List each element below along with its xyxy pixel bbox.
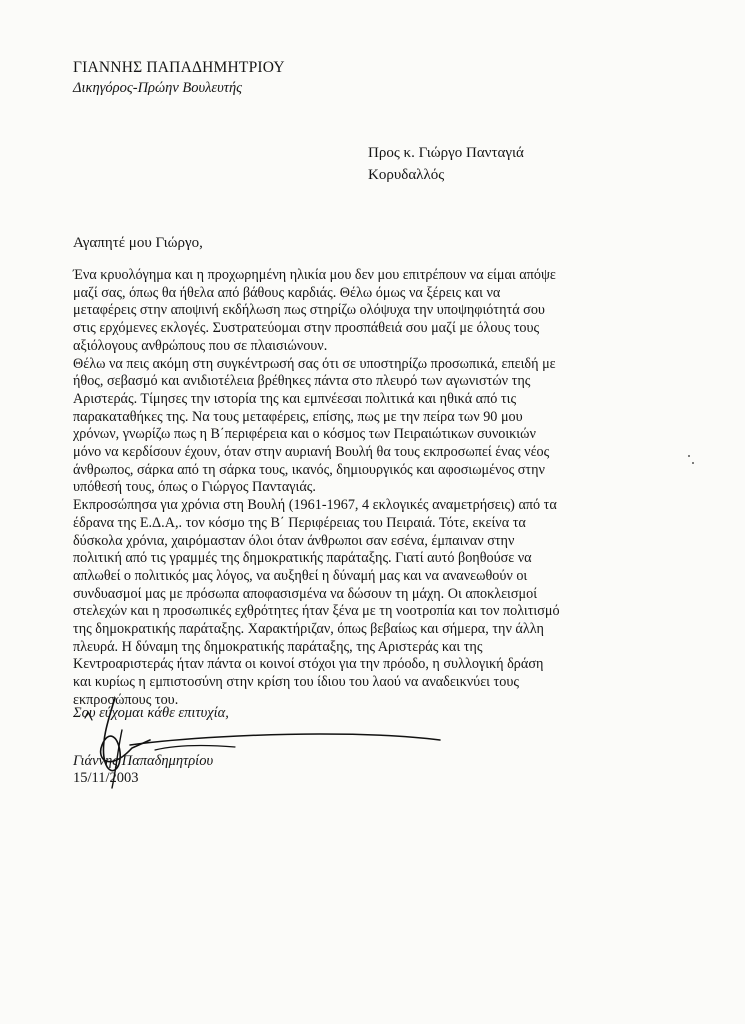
letter-body [73,267,593,710]
body-line: εκπροσώπους του. [73,691,179,708]
body-line: δύσκολα χρόνια, χαιρόμασταν όλοι όταν άνθρωποι σαν εσένα, έμπαιναν στην [73,532,515,549]
body-line: και κυρίως η εμπιστοσύνη στην κρίση του ίδιου του λαού να αναδεικνύει τους [73,674,519,691]
body-line: υπόθεσή τους, όπως ο Γιώργος Πανταγιάς. [73,479,316,496]
body-line: αξιόλογους ανθρώπους που σε πλαισιώνουν. [73,337,328,354]
body-line: ήθος, σεβασμό και ανιδιοτέλεια βρέθηκες πάντα στο πλευρό των αγωνιστών της [73,373,531,390]
body-line: πολιτική από τις γραμμές της δημοκρατικής παράταξης. Γιατί αυτό βοηθούσε να [73,550,532,567]
body-line: άνθρωπος, σάρκα από τη σάρκα τους, ικανός, δημιουργικός και αφοσιωμένος στην [73,461,545,478]
signature-name: Γιάννης Παπαδημητρίου [73,753,214,769]
scan-speck [692,462,694,464]
body-line: πλευρά. Η δύναμη της δημοκρατικής παράταξης, της Αριστεράς και της [73,638,483,655]
body-line: της δημοκρατικής παράταξης. Χαρακτήριζαν, όπως βεβαίως και σήμερα, την άλλη [73,621,544,638]
signature-date: 15/11/2003 [73,770,139,786]
body-line: Κεντροαριστεράς ήταν πάντα οι κοινοί στόχοι για την πρόοδο, η συλλογική δράση [73,656,544,673]
body-line: Θέλω να πεις ακόμη στη συγκέντρωσή σας ότι σε υποστηρίζω προσωπικά, επειδή με [73,355,556,372]
letterhead [73,58,285,98]
body-line: στελεχών και η προσωπικές εχθρότητες ήταν ξένα με τη νοοτροπία και τον πολιτισμό [73,603,560,620]
sender-name: ΓΙΑΝΝΗΣ ΠΑΠΑΔΗΜΗΤΡΙΟΥ [73,59,285,76]
body-line: μόνο να κερδίσουν έχουν, όταν στην αυριανή Βουλή θα τους εκπροσωπεί ένας νέος [73,444,550,461]
body-line: απλωθεί ο πολιτικός μας λόγος, να αυξηθεί η δύναμή μας και να ανανεωθούν οι [73,567,528,584]
body-line: παρακαταθήκες της. Να τους μεταφέρεις, επίσης, πως με την πείρα των 90 μου [73,408,523,425]
body-line: μαζί σας, όπως θα ήθελα από βάθους καρδιάς. Θέλω όμως να ξέρεις και να [73,284,501,301]
body-line: έδρανα της Ε.Δ.Α,. τον κόσμο της Β΄ Περιφέρειας του Πειραιά. Τότε, εκείνα τα [73,514,526,531]
recipient-line-1: Προς κ. Γιώργο Πανταγιά [368,145,524,161]
body-line: Εκπροσώπησα για χρόνια στη Βουλή (1961-1967, 4 εκλογικές αναμετρήσεις) από τα [73,497,557,514]
body-line: Αριστεράς. Τίμησες την ιστορία της και εμπνέεσαι πολιτικά και ηθικά από τις [73,390,517,407]
closing: Σου εύχομαι κάθε επιτυχία, [73,705,229,721]
body-line: συνδυασμοί μας με πρόσωπα αποφασισμένα να δώσουν τη μάχη. Οι αποκλεισμοί [73,585,538,602]
scan-speck [688,455,690,457]
body-line: Ένα κρυολόγημα και η προχωρημένη ηλικία μου δεν μου επιτρέπουν να είμαι απόψε [73,267,556,283]
recipient-line-2: Κορυδαλλός [368,167,445,183]
sender-title: Δικηγόρος-Πρώην Βουλευτής [73,80,243,96]
body-line: στις ερχόμενες εκλογές. Συστρατεύομαι στην προσπάθειά σου μαζί με όλους τους [73,320,540,337]
body-line: μεταφέρεις στην αποψινή εκδήλωση πως στηρίζω ολόψυχα την υποψηφιότητά σου [73,302,545,319]
salutation: Αγαπητέ μου Γιώργο, [73,235,203,251]
recipient-address [368,142,524,186]
body-line: χρόνων, γνωρίζω πως η Β΄περιφέρεια και ο κόσμος των Πειραιώτικων συνοικιών [73,426,536,443]
